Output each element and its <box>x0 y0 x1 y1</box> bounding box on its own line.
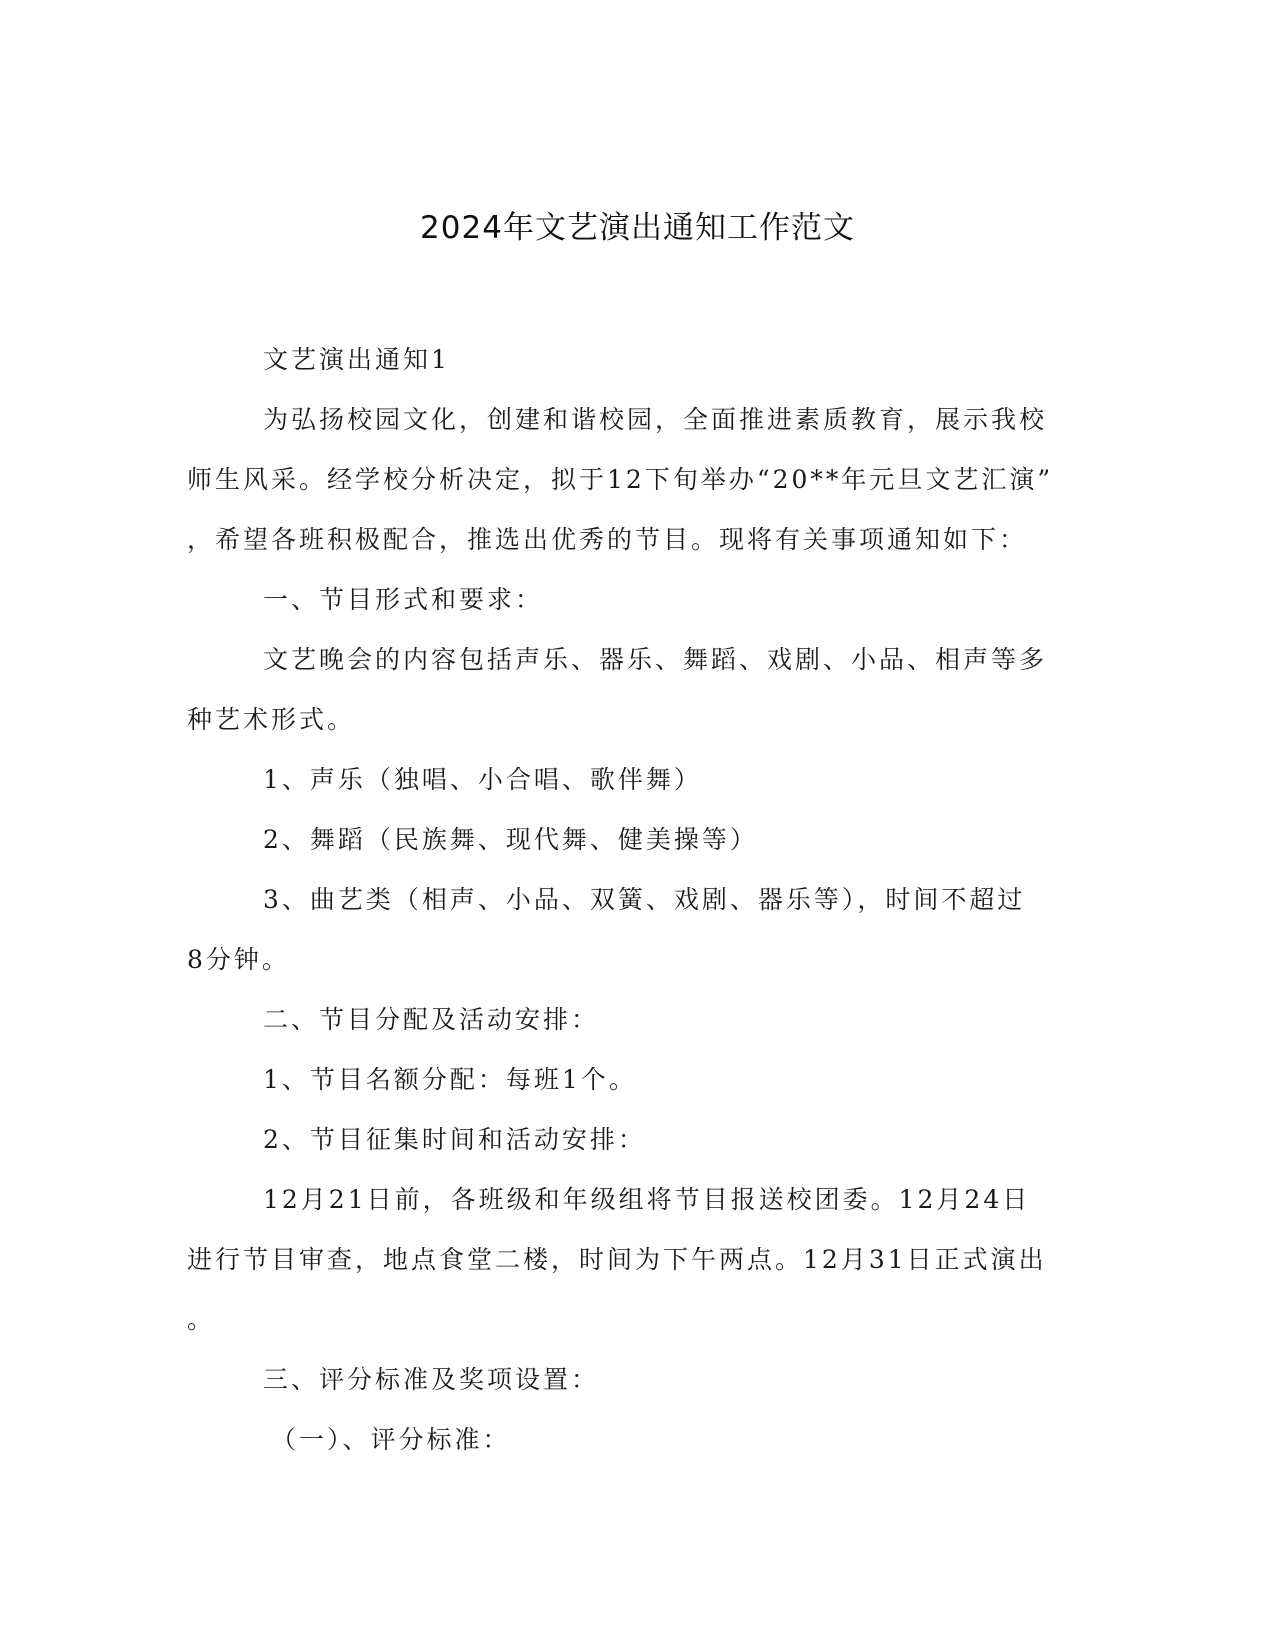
section-heading: 文艺演出通知1 <box>263 345 450 374</box>
paragraph-line: 12月21日前，各班级和年级组将节目报送校团委。12月24日 <box>263 1185 1031 1214</box>
paragraph-line: 8分钟。 <box>187 945 290 974</box>
list-item: 2、节目征集时间和活动安排： <box>263 1125 646 1154</box>
list-item: 1、节目名额分配：每班1个。 <box>263 1065 637 1094</box>
document-body <box>187 330 1067 1470</box>
list-item: 2、舞蹈（民族舞、现代舞、健美操等） <box>263 825 758 854</box>
section-heading: 一、节目形式和要求： <box>263 585 544 614</box>
section-heading: 二、节目分配及活动安排： <box>263 1005 600 1034</box>
paragraph-line: 文艺晚会的内容包括声乐、器乐、舞蹈、戏剧、小品、相声等多 <box>263 645 1048 674</box>
list-item: 1、声乐（独唱、小合唱、歌伴舞） <box>263 765 702 794</box>
paragraph-line: 进行节目审查，地点食堂二楼，时间为下午两点。12月31日正式演出 <box>187 1245 1047 1274</box>
paragraph-line: 师生风采。经学校分析决定，拟于12下旬举办“20**年元旦文艺汇演” <box>187 465 1054 494</box>
paragraph-line: ，希望各班积极配合，推选出优秀的节目。现将有关事项通知如下： <box>187 525 1028 554</box>
paragraph-line: 种艺术形式。 <box>187 705 356 734</box>
paragraph-line: 为弘扬校园文化，创建和谐校园，全面推进素质教育，展示我校 <box>263 405 1048 434</box>
section-heading: 三、评分标准及奖项设置： <box>263 1365 600 1394</box>
list-item: 3、曲艺类（相声、小品、双簧、戏剧、器乐等），时间不超过 <box>263 885 1026 914</box>
paragraph-line: 。 <box>187 1305 216 1334</box>
subsection-heading: （一）、评分标准： <box>271 1425 511 1454</box>
document-title: 2024年文艺演出通知工作范文 <box>420 210 855 246</box>
